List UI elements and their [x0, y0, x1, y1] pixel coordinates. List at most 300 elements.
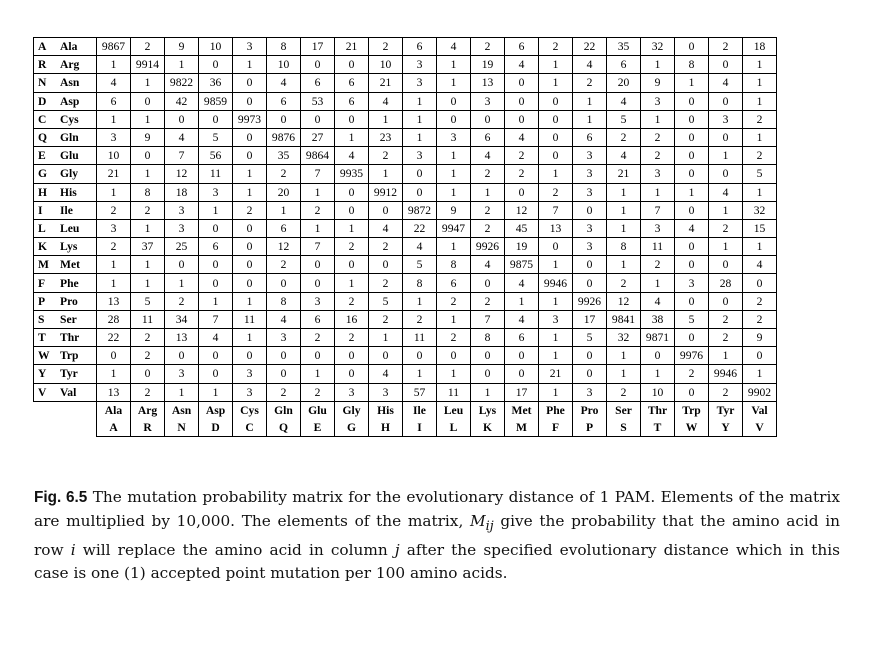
matrix-cell: 9914 [131, 56, 165, 74]
matrix-cell: 22 [573, 38, 607, 56]
matrix-cell: 3 [573, 165, 607, 183]
column-letter: R [131, 419, 165, 437]
row-letter: M [34, 256, 57, 274]
matrix-cell: 4 [369, 219, 403, 237]
matrix-cell: 1 [437, 56, 471, 74]
column-letter: G [335, 419, 369, 437]
caption-text-3: will replace the amino acid in column [75, 540, 395, 559]
matrix-cell: 0 [471, 274, 505, 292]
matrix-cell: 32 [641, 38, 675, 56]
column-letter: H [369, 419, 403, 437]
row-abbr: Arg [56, 56, 97, 74]
caption-symbol-ij: ij [485, 518, 494, 534]
matrix-cell: 0 [675, 165, 709, 183]
matrix-cell: 8 [607, 238, 641, 256]
matrix-cell: 0 [675, 238, 709, 256]
row-abbr: Lys [56, 238, 97, 256]
matrix-cell: 0 [437, 110, 471, 128]
matrix-cell: 16 [335, 310, 369, 328]
caption-text-2: give the probability that the amino acid in row [34, 511, 840, 559]
matrix-cell: 0 [267, 110, 301, 128]
matrix-cell: 1 [165, 383, 199, 401]
matrix-cell: 0 [675, 110, 709, 128]
matrix-cell: 1 [471, 383, 505, 401]
column-letter: W [675, 419, 709, 437]
matrix-cell: 0 [505, 92, 539, 110]
matrix-cell: 1 [607, 365, 641, 383]
matrix-cell: 17 [505, 383, 539, 401]
matrix-cell: 1 [539, 383, 573, 401]
column-letter: E [301, 419, 335, 437]
matrix-cell: 0 [199, 256, 233, 274]
matrix-cell: 7 [301, 238, 335, 256]
matrix-cell: 2 [709, 383, 743, 401]
column-abbr: Cys [233, 401, 267, 419]
row-letter: K [34, 238, 57, 256]
figure-label: Fig. 6.5 [34, 489, 88, 506]
matrix-cell: 53 [301, 92, 335, 110]
matrix-cell: 0 [573, 365, 607, 383]
matrix-cell: 0 [539, 128, 573, 146]
matrix-cell: 1 [539, 165, 573, 183]
matrix-cell: 0 [437, 347, 471, 365]
matrix-cell: 1 [437, 310, 471, 328]
matrix-cell: 0 [199, 56, 233, 74]
matrix-cell: 2 [369, 238, 403, 256]
matrix-body [34, 38, 777, 437]
matrix-cell: 4 [267, 310, 301, 328]
matrix-row [34, 56, 777, 74]
matrix-cell: 1 [369, 165, 403, 183]
matrix-cell: 0 [709, 92, 743, 110]
matrix-cell: 2 [437, 329, 471, 347]
matrix-cell: 0 [471, 110, 505, 128]
matrix-cell: 1 [437, 365, 471, 383]
column-letter-row [34, 419, 777, 437]
matrix-cell: 34 [165, 310, 199, 328]
matrix-row [34, 165, 777, 183]
matrix-cell: 3 [437, 128, 471, 146]
matrix-cell: 28 [97, 310, 131, 328]
matrix-cell: 7 [199, 310, 233, 328]
matrix-cell: 1 [403, 128, 437, 146]
matrix-cell: 1 [97, 110, 131, 128]
matrix-cell: 4 [437, 38, 471, 56]
matrix-cell: 45 [505, 219, 539, 237]
matrix-cell: 1 [403, 365, 437, 383]
matrix-cell: 1 [97, 256, 131, 274]
column-letter: A [97, 419, 131, 437]
matrix-cell: 0 [403, 183, 437, 201]
matrix-cell: 1 [471, 183, 505, 201]
matrix-cell: 0 [165, 256, 199, 274]
matrix-cell: 1 [743, 238, 777, 256]
matrix-cell: 18 [165, 183, 199, 201]
column-letter: S [607, 419, 641, 437]
row-letter: L [34, 219, 57, 237]
matrix-cell: 2 [709, 38, 743, 56]
matrix-cell: 0 [505, 365, 539, 383]
matrix-cell: 0 [505, 110, 539, 128]
matrix-cell: 3 [233, 383, 267, 401]
row-abbr: Ile [56, 201, 97, 219]
matrix-cell: 3 [539, 310, 573, 328]
matrix-cell: 3 [403, 74, 437, 92]
matrix-cell: 2 [743, 292, 777, 310]
matrix-cell: 6 [607, 56, 641, 74]
matrix-cell: 4 [675, 219, 709, 237]
column-letter: K [471, 419, 505, 437]
matrix-cell: 0 [267, 347, 301, 365]
matrix-cell: 0 [131, 92, 165, 110]
row-abbr: Val [56, 383, 97, 401]
matrix-cell: 2 [437, 292, 471, 310]
matrix-cell: 4 [335, 147, 369, 165]
matrix-cell: 0 [641, 347, 675, 365]
matrix-cell: 1 [607, 347, 641, 365]
matrix-cell: 11 [403, 329, 437, 347]
matrix-cell: 2 [335, 329, 369, 347]
matrix-cell: 0 [233, 274, 267, 292]
matrix-row [34, 183, 777, 201]
matrix-cell: 36 [199, 74, 233, 92]
matrix-cell: 3 [471, 92, 505, 110]
matrix-cell: 1 [97, 56, 131, 74]
matrix-cell: 2 [301, 383, 335, 401]
matrix-cell: 3 [199, 183, 233, 201]
matrix-cell: 2 [131, 38, 165, 56]
column-abbr: Lys [471, 401, 505, 419]
matrix-cell: 28 [709, 274, 743, 292]
matrix-cell: 1 [233, 292, 267, 310]
matrix-cell: 1 [743, 56, 777, 74]
matrix-cell: 1 [539, 347, 573, 365]
matrix-cell: 9875 [505, 256, 539, 274]
matrix-cell: 10 [267, 56, 301, 74]
matrix-cell: 2 [709, 310, 743, 328]
matrix-cell: 0 [675, 128, 709, 146]
column-letter: Y [709, 419, 743, 437]
matrix-cell: 0 [199, 219, 233, 237]
matrix-cell: 1 [641, 56, 675, 74]
row-abbr: Glu [56, 147, 97, 165]
matrix-cell: 0 [335, 347, 369, 365]
matrix-cell: 0 [675, 256, 709, 274]
row-abbr: Gly [56, 165, 97, 183]
matrix-cell: 9876 [267, 128, 301, 146]
matrix-cell: 3 [233, 365, 267, 383]
matrix-cell: 4 [97, 74, 131, 92]
matrix-cell: 3 [573, 238, 607, 256]
matrix-cell: 4 [505, 56, 539, 74]
column-abbr: Trp [675, 401, 709, 419]
row-abbr: Ser [56, 310, 97, 328]
matrix-cell: 9926 [573, 292, 607, 310]
column-abbr: Met [505, 401, 539, 419]
matrix-cell: 0 [301, 347, 335, 365]
matrix-cell: 1 [539, 74, 573, 92]
column-letter: L [437, 419, 471, 437]
matrix-row [34, 238, 777, 256]
matrix-cell: 6 [505, 38, 539, 56]
matrix-cell: 2 [641, 147, 675, 165]
column-abbr: Asp [199, 401, 233, 419]
matrix-cell: 2 [743, 147, 777, 165]
row-abbr: Gln [56, 128, 97, 146]
matrix-cell: 1 [233, 165, 267, 183]
matrix-cell: 13 [165, 329, 199, 347]
matrix-cell: 1 [403, 92, 437, 110]
pam-matrix-table [33, 37, 777, 437]
matrix-cell: 2 [369, 147, 403, 165]
matrix-cell: 10 [97, 147, 131, 165]
matrix-cell: 6 [97, 92, 131, 110]
matrix-cell: 9976 [675, 347, 709, 365]
matrix-cell: 1 [199, 201, 233, 219]
matrix-cell: 1 [131, 219, 165, 237]
matrix-cell: 9 [743, 329, 777, 347]
matrix-cell: 1 [709, 238, 743, 256]
matrix-cell: 9926 [471, 238, 505, 256]
matrix-cell: 11 [131, 310, 165, 328]
matrix-cell: 0 [573, 201, 607, 219]
row-letter: H [34, 183, 57, 201]
matrix-cell: 1 [301, 365, 335, 383]
row-abbr: Thr [56, 329, 97, 347]
matrix-cell: 1 [301, 219, 335, 237]
figure-caption [34, 486, 840, 586]
matrix-cell: 1 [743, 183, 777, 201]
matrix-cell: 0 [709, 256, 743, 274]
matrix-cell: 38 [641, 310, 675, 328]
matrix-cell: 9947 [437, 219, 471, 237]
row-letter: V [34, 383, 57, 401]
matrix-cell: 22 [403, 219, 437, 237]
matrix-cell: 7 [471, 310, 505, 328]
matrix-cell: 9 [641, 74, 675, 92]
matrix-cell: 2 [607, 274, 641, 292]
matrix-cell: 1 [641, 110, 675, 128]
matrix-cell: 8 [675, 56, 709, 74]
matrix-cell: 3 [233, 38, 267, 56]
matrix-cell: 9872 [403, 201, 437, 219]
matrix-cell: 3 [573, 183, 607, 201]
matrix-cell: 21 [97, 165, 131, 183]
matrix-row [34, 310, 777, 328]
matrix-cell: 2 [131, 347, 165, 365]
matrix-row [34, 365, 777, 383]
matrix-cell: 3 [165, 365, 199, 383]
matrix-cell: 9841 [607, 310, 641, 328]
matrix-cell: 2 [641, 256, 675, 274]
matrix-cell: 1 [641, 365, 675, 383]
matrix-cell: 25 [165, 238, 199, 256]
column-letter: D [199, 419, 233, 437]
matrix-cell: 2 [607, 128, 641, 146]
matrix-cell: 0 [233, 147, 267, 165]
matrix-cell: 11 [199, 165, 233, 183]
matrix-cell: 1 [335, 274, 369, 292]
matrix-cell: 9935 [335, 165, 369, 183]
matrix-cell: 3 [97, 219, 131, 237]
column-abbr: Val [743, 401, 777, 419]
matrix-cell: 1 [165, 56, 199, 74]
matrix-cell: 1 [437, 74, 471, 92]
matrix-cell: 11 [437, 383, 471, 401]
row-letter: P [34, 292, 57, 310]
matrix-cell: 5 [675, 310, 709, 328]
matrix-cell: 12 [267, 238, 301, 256]
matrix-cell: 15 [743, 219, 777, 237]
matrix-cell: 2 [505, 165, 539, 183]
matrix-cell: 5 [743, 165, 777, 183]
matrix-cell: 8 [403, 274, 437, 292]
matrix-cell: 0 [369, 256, 403, 274]
matrix-cell: 11 [233, 310, 267, 328]
matrix-cell: 0 [437, 92, 471, 110]
matrix-cell: 1 [743, 128, 777, 146]
matrix-cell: 0 [301, 56, 335, 74]
column-abbr: Tyr [709, 401, 743, 419]
matrix-cell: 0 [335, 183, 369, 201]
matrix-cell: 0 [471, 347, 505, 365]
matrix-cell: 4 [505, 310, 539, 328]
matrix-cell: 0 [573, 274, 607, 292]
matrix-cell: 6 [199, 238, 233, 256]
matrix-cell: 0 [335, 256, 369, 274]
column-letter: N [165, 419, 199, 437]
matrix-cell: 1 [437, 238, 471, 256]
matrix-row [34, 329, 777, 347]
matrix-cell: 1 [641, 183, 675, 201]
matrix-cell: 4 [641, 292, 675, 310]
matrix-cell: 2 [267, 256, 301, 274]
matrix-cell: 1 [539, 56, 573, 74]
matrix-cell: 2 [369, 310, 403, 328]
matrix-cell: 6 [471, 128, 505, 146]
row-letter: Y [34, 365, 57, 383]
matrix-cell: 12 [165, 165, 199, 183]
matrix-cell: 19 [505, 238, 539, 256]
matrix-cell: 9 [437, 201, 471, 219]
matrix-cell: 0 [471, 365, 505, 383]
matrix-cell: 1 [505, 292, 539, 310]
matrix-cell: 4 [505, 274, 539, 292]
matrix-cell: 56 [199, 147, 233, 165]
matrix-cell: 0 [233, 256, 267, 274]
matrix-cell: 2 [131, 383, 165, 401]
matrix-cell: 1 [675, 74, 709, 92]
matrix-cell: 35 [267, 147, 301, 165]
matrix-cell: 5 [131, 292, 165, 310]
matrix-cell: 0 [709, 128, 743, 146]
matrix-cell: 3 [709, 110, 743, 128]
matrix-cell: 0 [199, 365, 233, 383]
row-abbr: Pro [56, 292, 97, 310]
matrix-cell: 3 [301, 292, 335, 310]
matrix-cell: 1 [437, 147, 471, 165]
caption-symbol-j: j [394, 540, 400, 559]
matrix-cell: 2 [403, 310, 437, 328]
column-abbr: Pro [573, 401, 607, 419]
matrix-row [34, 74, 777, 92]
matrix-cell: 11 [641, 238, 675, 256]
column-abbr: Ile [403, 401, 437, 419]
matrix-cell: 2 [131, 329, 165, 347]
matrix-cell: 4 [607, 147, 641, 165]
matrix-cell: 2 [743, 310, 777, 328]
matrix-cell: 1 [709, 147, 743, 165]
matrix-row [34, 292, 777, 310]
matrix-cell: 5 [199, 128, 233, 146]
matrix-row [34, 147, 777, 165]
matrix-cell: 4 [471, 256, 505, 274]
matrix-cell: 2 [301, 329, 335, 347]
matrix-cell: 3 [97, 128, 131, 146]
column-letter: V [743, 419, 777, 437]
column-abbr: Arg [131, 401, 165, 419]
matrix-cell: 1 [97, 365, 131, 383]
matrix-cell: 0 [539, 92, 573, 110]
matrix-cell: 2 [471, 165, 505, 183]
matrix-cell: 8 [437, 256, 471, 274]
row-letter: S [34, 310, 57, 328]
row-letter: A [34, 38, 57, 56]
row-abbr: Tyr [56, 365, 97, 383]
row-letter: Q [34, 128, 57, 146]
matrix-cell: 2 [165, 292, 199, 310]
matrix-cell: 21 [369, 74, 403, 92]
matrix-cell: 1 [607, 201, 641, 219]
matrix-cell: 0 [505, 183, 539, 201]
column-abbr-row [34, 401, 777, 419]
column-letter: C [233, 419, 267, 437]
matrix-cell: 2 [471, 292, 505, 310]
matrix-cell: 0 [369, 347, 403, 365]
pam-matrix-container [33, 37, 777, 437]
matrix-row [34, 219, 777, 237]
matrix-cell: 2 [97, 238, 131, 256]
matrix-cell: 5 [369, 292, 403, 310]
matrix-cell: 1 [539, 256, 573, 274]
matrix-cell: 6 [335, 74, 369, 92]
matrix-cell: 4 [199, 329, 233, 347]
matrix-cell: 57 [403, 383, 437, 401]
matrix-cell: 9 [131, 128, 165, 146]
matrix-cell: 0 [335, 56, 369, 74]
matrix-cell: 4 [165, 128, 199, 146]
matrix-cell: 4 [267, 74, 301, 92]
matrix-cell: 13 [97, 292, 131, 310]
matrix-cell: 13 [539, 219, 573, 237]
matrix-cell: 0 [233, 74, 267, 92]
row-abbr: Asp [56, 92, 97, 110]
matrix-cell: 6 [267, 92, 301, 110]
matrix-cell: 0 [165, 347, 199, 365]
row-letter: E [34, 147, 57, 165]
matrix-cell: 0 [539, 110, 573, 128]
matrix-cell: 9912 [369, 183, 403, 201]
matrix-cell: 10 [641, 383, 675, 401]
matrix-cell: 0 [539, 147, 573, 165]
matrix-cell: 0 [675, 38, 709, 56]
matrix-cell: 10 [369, 56, 403, 74]
matrix-cell: 1 [607, 256, 641, 274]
matrix-cell: 0 [301, 274, 335, 292]
matrix-cell: 32 [607, 329, 641, 347]
matrix-cell: 23 [369, 128, 403, 146]
matrix-cell: 12 [607, 292, 641, 310]
